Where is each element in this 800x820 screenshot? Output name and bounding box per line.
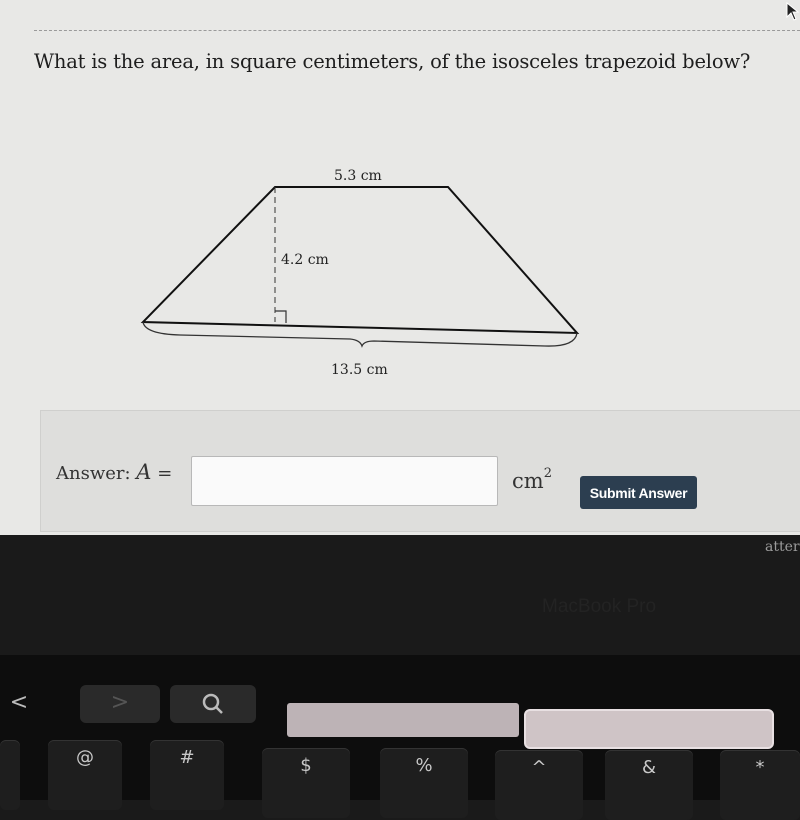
bottom-brace [143,322,577,346]
right-angle-marker [275,311,286,323]
answer-variable: A [136,460,152,484]
mouse-cursor-icon [786,2,800,22]
answer-equals: = [157,463,173,484]
unit-text: cm [512,469,544,493]
keyboard-area [0,655,800,800]
height-label: 4.2 cm [281,252,329,268]
bottom-base-label: 13.5 cm [331,362,388,378]
key-8[interactable]: * [720,750,800,820]
touchbar-back-button[interactable]: < [9,690,29,715]
touchbar-tab-selected[interactable] [524,709,774,749]
dashed-divider [34,30,800,31]
answer-label [56,460,172,484]
key-7[interactable]: & [605,750,693,820]
key-2[interactable]: @ [48,740,122,810]
unit-label [512,466,552,493]
top-base-label: 5.3 cm [334,168,382,184]
submit-answer-button[interactable]: Submit Answer [580,476,697,509]
key-5[interactable]: % [380,748,468,818]
trapezoid-figure [0,150,800,390]
trapezoid-shape [143,187,577,333]
bezel-brand-label: MacBook Pro [542,596,657,617]
question-text: What is the area, in square centimeters, of the isosceles trapezoid below? [34,50,751,73]
touchbar-search-button[interactable] [170,685,256,723]
search-icon [200,691,226,717]
key-6[interactable]: ^ [495,750,583,820]
attempts-text: atter [765,539,800,555]
touchbar-forward-button[interactable]: > [80,685,160,723]
unit-exponent: 2 [543,466,552,481]
answer-input[interactable] [191,456,498,506]
key-4[interactable]: $ [262,748,350,818]
key-3[interactable]: # [150,740,224,810]
answer-label-text: Answer: [56,463,131,484]
touchbar-tab-thumbnail[interactable] [287,703,519,737]
